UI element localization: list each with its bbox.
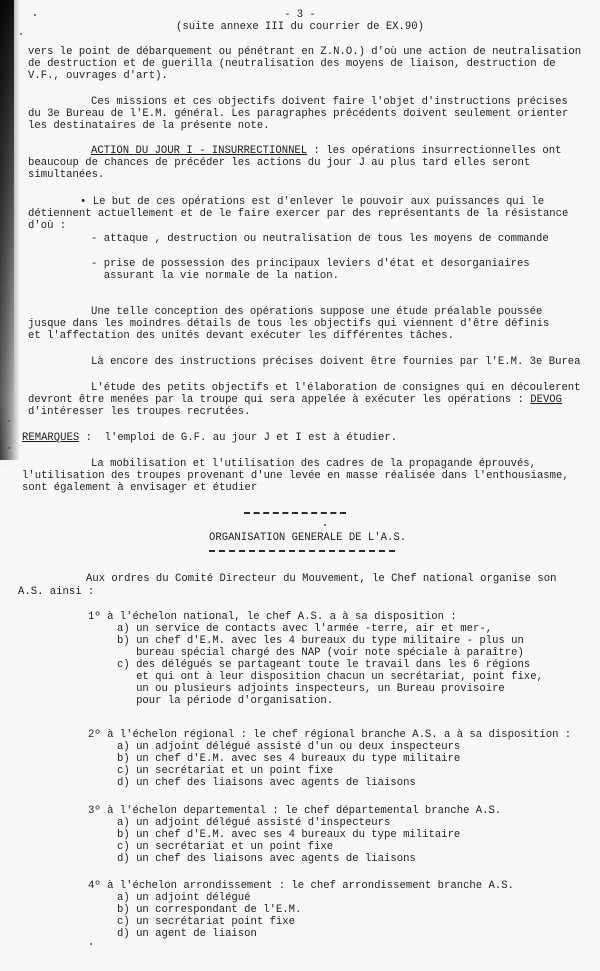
- separator-rule: [244, 512, 346, 514]
- scan-speck: [20, 33, 22, 35]
- level-heading: 3º à l'échelon departemental : le chef départemental branche A.S.: [88, 805, 502, 817]
- level-heading: 2º à l'échelon régional : le chef régional branche A.S. a à sa disposition :: [88, 729, 572, 741]
- level-item: a) un adjoint délégué assisté d'inspecteurs: [117, 817, 391, 829]
- level-item: b) un chef d'E.M. avec les 4 bureaux du type militaire - plus un: [117, 635, 524, 647]
- paragraph-line: l'utilisation des troupes provenant d'une levée en masse réalisée dans l'enthousiasme,: [22, 470, 569, 482]
- level-item: a) un adjoint délégué: [117, 892, 251, 904]
- section-heading-action-jour-i: ACTION DU JOUR I - INSURRECTIONNEL: [91, 145, 308, 157]
- level-item: c) un secrétariat point fixe: [117, 916, 296, 928]
- section-title-underline: [209, 550, 395, 552]
- page-number: - 3 -: [284, 9, 316, 21]
- level-heading: 4º à l'échelon arrondissement : le chef arrondissement branche A.S.: [88, 880, 514, 892]
- paragraph-line: [28, 394, 562, 406]
- paragraph-line: Une telle conception des opérations suppose une étude préalable poussée: [91, 306, 543, 318]
- paragraph-line: de destruction et de guerilla (neutralisation des moyens de liaison, destruction de: [28, 58, 556, 70]
- level-item: c) des délégués se partageant toute le travail dans les 6 régions: [117, 659, 531, 671]
- paragraph-line: Ces missions et ces objectifs doivent faire l'objet d'instructions précises: [91, 96, 568, 108]
- remarks-text: : l'emploi de G.F. au jour J et I est à étudier.: [79, 432, 398, 444]
- level-item: bureau spécial chargé des NAP (voir note spéciale à paraître): [117, 647, 524, 659]
- scan-speck: [8, 420, 10, 422]
- level-item: d) un chef des liaisons avec agents de liaisons: [117, 777, 416, 789]
- underlined-word: DEVOG: [530, 394, 563, 406]
- level-item: pour la période d'organisation.: [117, 695, 334, 707]
- paragraph-line: beaucoup de chances de précéder les actions du jour J au plus tard elles seront: [28, 157, 531, 169]
- level-item: d) un chef des liaisons avec agents de liaisons: [117, 853, 416, 865]
- paragraph-text: : les opérations insurrectionnelles ont: [307, 145, 562, 157]
- remarks-label: REMARQUES: [22, 432, 80, 444]
- section-title: ORGANISATION GENERALE DE L'A.S.: [209, 532, 407, 544]
- remarks-line: [22, 432, 397, 444]
- paragraph-line: d'intéresser les troupes recrutées.: [28, 406, 251, 418]
- scan-speck: [8, 447, 10, 449]
- paragraph-line: [91, 145, 561, 157]
- paragraph-line: sont également à envisager et étudier: [22, 482, 258, 494]
- level-item: b) un chef d'E.M. avec ses 4 bureaux du type militaire: [117, 753, 461, 765]
- paragraph-line: et l'affectation des unités devant exécuter les différentes tâches.: [28, 330, 454, 342]
- paragraph-line: les destinataires de la présente note.: [28, 120, 270, 132]
- bullet-item: - attaque , destruction ou neutralisation de tous les moyens de commande: [91, 233, 549, 245]
- paragraph-line: jusque dans les moindres détails de tous les objectifs qui viennent d'être définis: [28, 318, 550, 330]
- level-item: b) un correspondant de l'E.M.: [117, 904, 302, 916]
- paragraph-line: A.S. ainsi :: [18, 586, 95, 598]
- level-item: un ou plusieurs adjoints inspecteurs, un Bureau provisoire: [117, 683, 505, 695]
- paragraph-text: devront être menées par la troupe qui sera appelée à exécuter les opérations :: [28, 394, 531, 406]
- bullet-item: - prise de possession des principaux leviers d'état et desorganiaires: [91, 258, 530, 270]
- level-item: c) un secrétariat et un point fixe: [117, 765, 334, 777]
- document-subtitle: (suite annexe III du courrier de EX.90): [176, 21, 424, 33]
- paragraph-line: La mobilisation et l'utilisation des cadres de la propagande éprouvés,: [91, 458, 537, 470]
- scan-speck: [90, 943, 92, 945]
- paragraph-line: simultanées.: [28, 169, 105, 181]
- paragraph-line: du 3e Bureau de l'E.M. général. Les paragraphes précédents doivent seulement orienter: [28, 108, 569, 120]
- level-heading: 1º à l'échelon national, le chef A.S. a à sa disposition :: [88, 611, 457, 623]
- scan-edge-shadow-fade: [0, 0, 14, 470]
- bullet-item: assurant la vie normale de la nation.: [91, 270, 339, 282]
- level-item: a) un adjoint délégué assisté d'un ou deux inspecteurs: [117, 741, 461, 753]
- paragraph-line: V.F., ouvrages d'art).: [28, 70, 168, 82]
- level-item: d) un agent de liaison: [117, 928, 257, 940]
- paragraph-line: L'étude des petits objectifs et l'élaboration de consignes qui en découlerent: [91, 382, 581, 394]
- paragraph-line: Aux ordres du Comité Directeur du Mouvement, le Chef national organise son: [86, 573, 557, 585]
- level-item: et qui ont à leur disposition chacun un secrétariat, point fixe,: [117, 671, 543, 683]
- paragraph-line: • Le but de ces opérations est d'enlever le pouvoir aux puissances qui le: [80, 196, 545, 208]
- level-item: c) un secrétariat et un point fixe: [117, 841, 334, 853]
- paragraph-line: détiennent actuellement et de le faire exercer par des représentants de la résistance: [28, 208, 569, 220]
- paragraph-line: d'où :: [28, 220, 67, 232]
- level-item: a) un service de contacts avec l'armée -terre, air et mer-,: [117, 623, 493, 635]
- level-item: b) un chef d'E.M. avec ses 4 bureaux du type militaire: [117, 829, 461, 841]
- paragraph-line: Là encore des instructions précises doivent être fournies par l'E.M. 3e Burea: [91, 356, 581, 368]
- scan-speck: [324, 524, 326, 526]
- paragraph-line: vers le point de débarquement ou pénétrant en Z.N.O.) d'où une action de neutralisation: [28, 46, 582, 58]
